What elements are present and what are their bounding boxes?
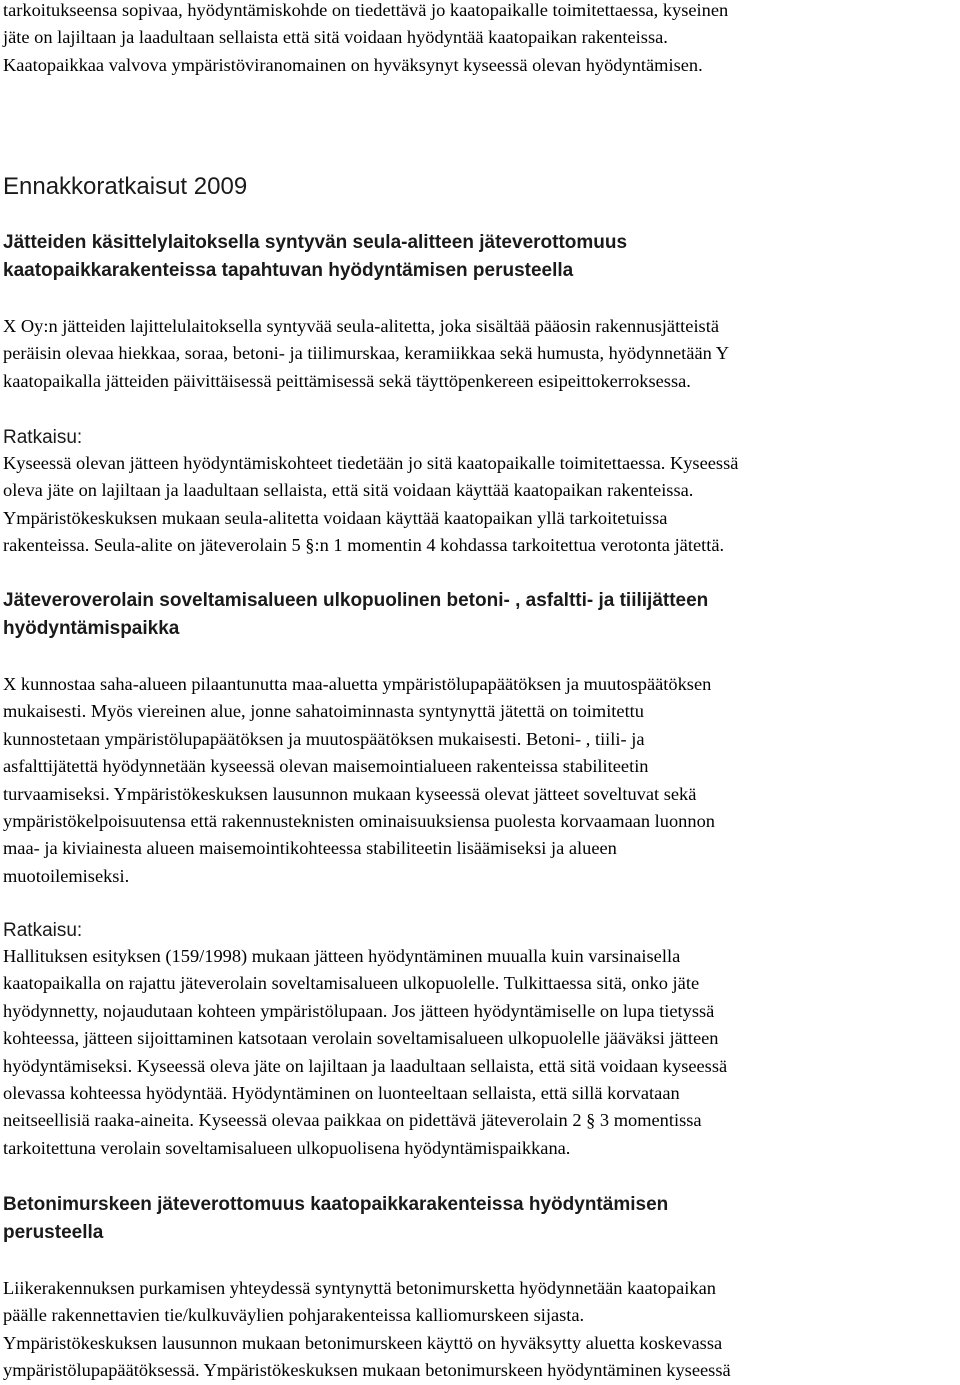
text-line: rakenteissa. Seula-alite on jäteverolain 5 §:n 1 momentin 4 kohdassa tarkoitettua verotonta jätettä. bbox=[3, 535, 725, 556]
text-line: Ympäristökeskuksen lausunnon mukaan betonimurskeen käyttö on hyväksytty aluetta koskevassa bbox=[3, 1332, 723, 1353]
title-line: kaatopaikkarakenteissa tapahtuvan hyödyntämisen perusteella bbox=[3, 259, 574, 281]
text-line: olevassa kohteessa hyödyntää. Hyödyntäminen on luonteeltaan sellaista, että sillä korvataan bbox=[3, 1082, 680, 1103]
text-line: Ympäristökeskuksen mukaan seula-alitetta voidaan käyttää kaatopaikan yllä tarkoitetuissa bbox=[3, 507, 668, 528]
text-line: ympäristökelpoisuutensa että rakennusteknisten ominaisuuksiensa puolesta korvaamaan luonnon bbox=[3, 810, 715, 831]
text-line: peräisin olevaa hiekkaa, soraa, betoni- ja tiilimurskaa, keramiikkaa sekä humusta, hyödynnetään Y bbox=[3, 343, 730, 364]
title-line: Jätteiden käsittelylaitoksella syntyvän seula-alitteen jäteverottomuus bbox=[3, 232, 628, 253]
text-line: jäte on lajiltaan ja laadultaan sellaista että sitä voidaan hyödyntää kaatopaikan rakenteissa. bbox=[3, 27, 668, 48]
title-line: Jäteveroverolain soveltamisalueen ulkopuolinen betoni- , asfaltti- ja tiilijätteen bbox=[3, 590, 709, 611]
case1-body bbox=[3, 313, 959, 395]
case1-ratkaisu-label: Ratkaisu: bbox=[3, 427, 83, 448]
text-line: turvaamiseksi. Ympäristökeskuksen lausunnon mukaan kyseessä olevat jätteet soveltuvat sekä bbox=[3, 783, 697, 804]
text-line: kohteessa, jätteen sijoittaminen katsotaan verolain soveltamisalueen ulkopuolelle jääväksi jätteen bbox=[3, 1028, 719, 1049]
text-line: X kunnostaa saha-alueen pilaantunutta maa-aluetta ympäristölupapäätöksen ja muutospäätöksen bbox=[3, 674, 712, 694]
title-line: Betonimurskeen jäteverottomuus kaatopaikkarakenteissa hyödyntämisen bbox=[3, 1194, 669, 1215]
text-line: Kyseessä olevan jätteen hyödyntämiskohteet tiedetään jo sitä kaatopaikalle toimitettaessa. Kyseessä bbox=[3, 453, 739, 473]
text-line: kaatopaikalla on rajattu jäteverolain soveltamisalueen ulkopuolelle. Tulkittaessa sitä, onko jäte bbox=[3, 973, 700, 994]
text-line: tarkoitukseensa sopivaa, hyödyntämiskohde on tiedettävä jo kaatopaikalle toimitettaessa, kyseinen bbox=[3, 0, 729, 20]
text-line: Kaatopaikkaa valvova ympäristöviranomainen on hyväksynyt kyseessä olevan hyödyntämisen. bbox=[3, 54, 703, 75]
text-line: mukaisesti. Myös viereinen alue, jonne sahatoiminnasta syntynyttä jätettä on toimitettu bbox=[3, 701, 644, 722]
text-line: oleva jäte on lajiltaan ja laadultaan sellaista, että sitä voidaan käyttää kaatopaikan rakenteissa. bbox=[3, 480, 694, 501]
text-line: kunnostetaan ympäristölupapäätöksen ja muutospäätöksen mukaisesti. Betoni- , tiili- ja bbox=[3, 728, 645, 749]
text-line: muotoilemiseksi. bbox=[3, 865, 130, 886]
text-line: maa- ja kiviainesta alueen maisemointikohteessa stabiliteetin lisäämiseksi ja alueen bbox=[3, 838, 617, 859]
text-line: hyödyntämiseksi. Kyseessä oleva jäte on lajiltaan ja laadultaan sellaista, että sitä voidaan kyseessä bbox=[3, 1055, 728, 1076]
text-line: hyödynnetty, nojaudutaan kohteen ympäristölupaan. Jos jätteen hyödyntämiselle on lupa tietyssä bbox=[3, 1000, 715, 1021]
text-line: tarkoitettuna verolain soveltamisalueen ulkopuolisena hyödyntämispaikkana. bbox=[3, 1137, 571, 1158]
title-line: perusteella bbox=[3, 1221, 104, 1243]
text-line: asfalttijätettä hyödynnetään kyseessä olevan maisemointialueen rakenteissa stabiliteetin bbox=[3, 756, 649, 777]
text-line: Liikerakennuksen purkamisen yhteydessä syntynyttä betonimursketta hyödynnetään kaatopaikan bbox=[3, 1278, 716, 1298]
text-line: ympäristölupapäätöksessä. Ympäristökeskuksen mukaan betonimurskeen hyödyntäminen kyseessä bbox=[3, 1360, 731, 1381]
case2-title bbox=[3, 587, 959, 642]
case3-body bbox=[3, 1275, 959, 1385]
text-line: päälle rakennettavien tie/kulkuväylien pohjarakenteissa kalliomurskeen sijasta. bbox=[3, 1305, 585, 1326]
case1-title bbox=[3, 229, 959, 284]
title-line: hyödyntämispaikka bbox=[3, 617, 180, 639]
case2-ratkaisu-label: Ratkaisu: bbox=[3, 920, 83, 941]
text-line: X Oy:n jätteiden lajittelulaitoksella syntyvää seula-alitetta, joka sisältää pääosin rakennusjätteistä bbox=[3, 316, 719, 336]
intro-paragraph bbox=[3, 0, 959, 79]
text-line: kaatopaikalla jätteiden päivittäisessä peittämisessä sekä täyttöpenkereen esipeittokerroksessa. bbox=[3, 370, 691, 391]
page-heading: Ennakkoratkaisut 2009 bbox=[3, 173, 248, 200]
case2-body bbox=[3, 671, 959, 890]
case1-ratkaisu-body bbox=[3, 450, 959, 560]
text-line: neitseellisiä raaka-aineita. Kyseessä olevaa paikkaa on pidettävä jäteverolain 2 § 3 momentissa bbox=[3, 1110, 702, 1131]
text-line: Hallituksen esityksen (159/1998) mukaan jätteen hyödyntäminen muualla kuin varsinaisella bbox=[3, 946, 681, 966]
case2-ratkaisu-body bbox=[3, 943, 959, 1162]
case3-title bbox=[3, 1191, 959, 1246]
